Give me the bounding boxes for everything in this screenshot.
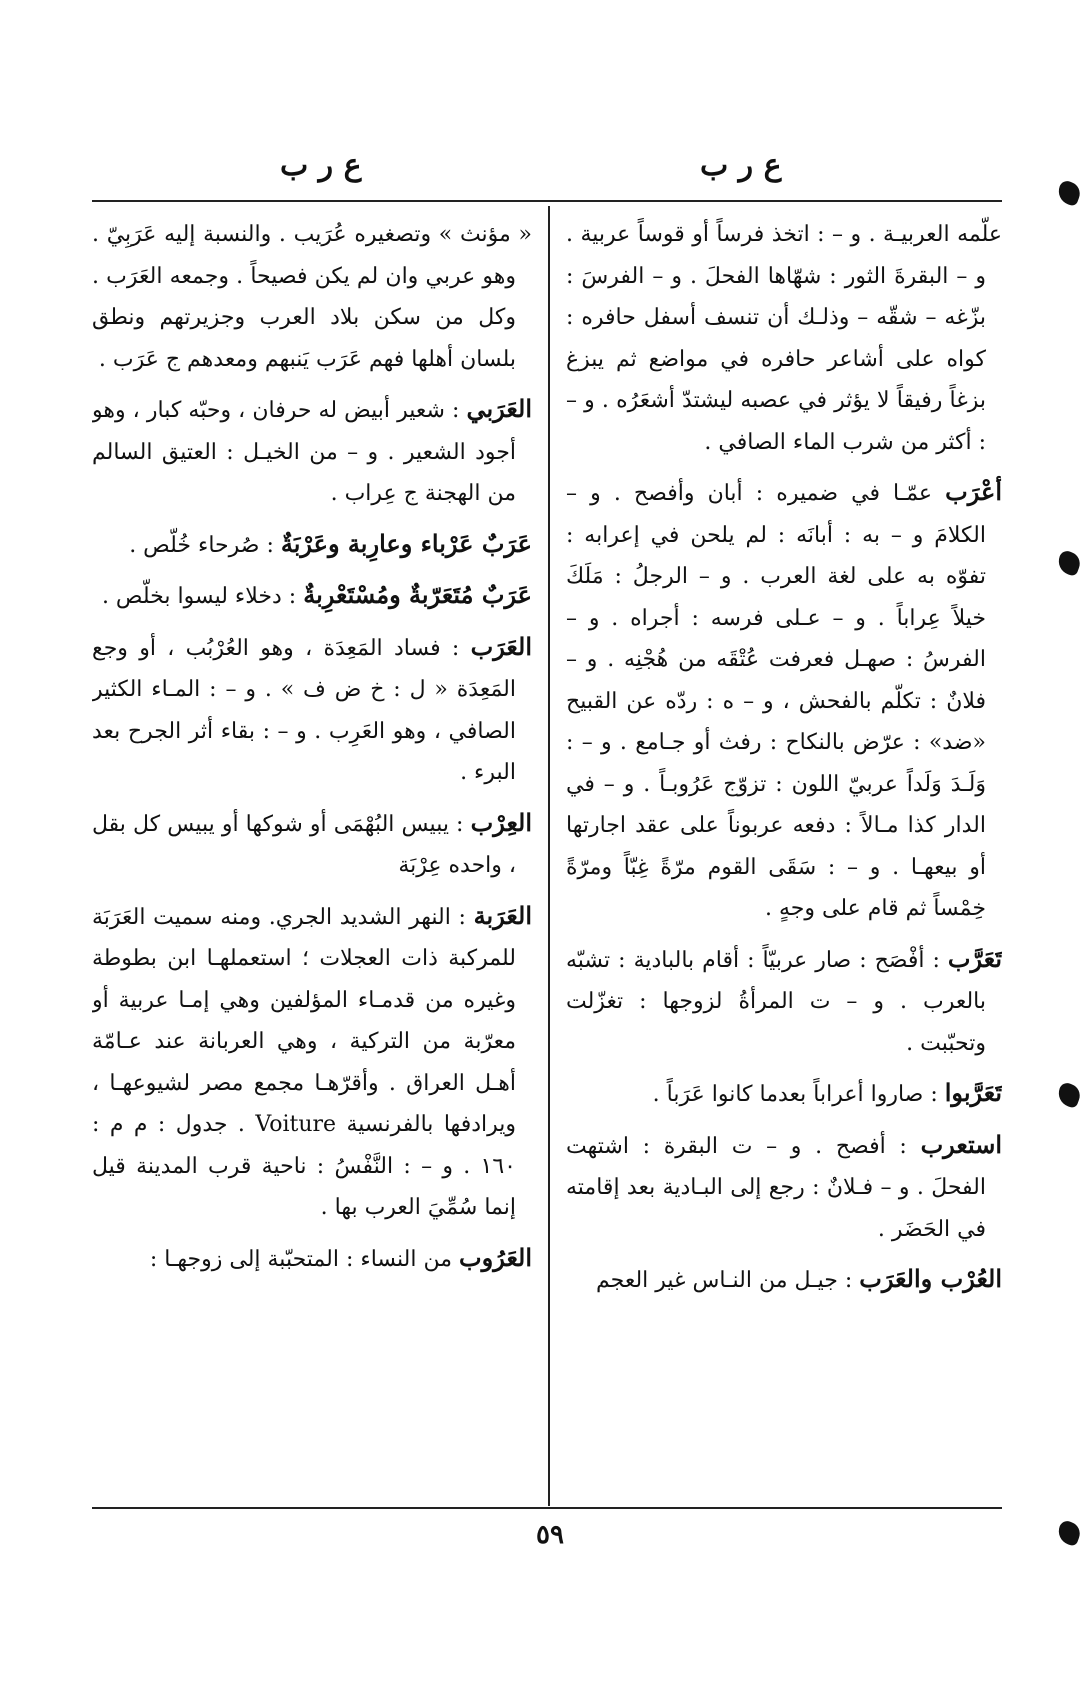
entry-definition: : أفصح . و – ت البقرة : اشتهت الفحلَ . و – فـلانٌ : رجع إلى البـادية بعد إقامته في الحَضَر . [566, 1133, 986, 1242]
running-head-right: ع ر ب [700, 148, 782, 183]
entry-definition: : صاروا أعراباً بعدما كانوا عَرَباً . [652, 1082, 938, 1107]
dictionary-entry [92, 626, 532, 794]
entry-definition: : جيـل من النـاس غير العجم [596, 1268, 853, 1293]
dictionary-entry [92, 388, 532, 515]
top-rule [92, 200, 1002, 202]
entry-definition: : فساد المَعِدَة ، وهو العُرْبُب ، أو وجع المَعِدَة « ل : خ ض ف » . و – : المـاء الكثير الصافي ، وهو العَرِب . و – : بقاء أثر الجرح بعد البرء . [92, 635, 516, 785]
entry-definition: علّمه العربيـة . و – : اتخذ فرساً أو قوساً عربية . و – البقرةَ الثور : شهّاها الفحلَ . و – الفرسَ : بزّغه – شقّه – وذلـك أن تنسف أسفل حافره : كواه على أشاعر حافره في مواضع ثم يبزغ بزغاً رفيقاً لا يؤثر في عصبه ليشتدّ أشعَرُه . و – : أكثر من شرب الماء الصافي . [566, 222, 1002, 455]
running-head-left: ع ر ب [280, 148, 362, 183]
right-column [566, 214, 1002, 1499]
dictionary-entry [566, 1124, 1002, 1251]
entry-headword: عَرَبٌ مُتَعَرّبةٌ ومُسْتَعْرِبةٌ [303, 580, 532, 609]
entry-headword: تَعَرَّبوا [944, 1078, 1002, 1107]
dictionary-entry [566, 471, 1002, 930]
entry-headword: العِرْب [470, 807, 532, 837]
dictionary-entry [92, 523, 532, 567]
margin-ink-mark [1055, 1081, 1083, 1109]
entry-definition: : أفْصَح : صار عربيّاً : أقام بالبادية : تشبّه بالعرب . و – ت المرأةُ لزوجها : تغزّلت وتحبّبت . [566, 947, 986, 1056]
dictionary-entry [566, 214, 1002, 463]
entry-headword: العَرَبة [473, 900, 532, 930]
entry-headword: العَرَب [470, 631, 532, 661]
dictionary-entry [92, 895, 532, 1229]
dictionary-entry [92, 802, 532, 887]
margin-ink-mark [1055, 549, 1083, 577]
dictionary-entry [566, 938, 1002, 1065]
entry-headword: استعرب [920, 1129, 1002, 1159]
left-column [92, 214, 532, 1499]
entry-definition: : صُرحاء خُلّص . [129, 532, 274, 558]
entry-headword: عَرَبٌ عَرْباء وعارِبة وعَرْبَةٌ [280, 528, 532, 558]
dictionary-entry [566, 1072, 1002, 1116]
entry-headword: العُرْب والعَرَب [859, 1264, 1002, 1293]
entry-definition: : يبيس البُهْمَى أو شوكها أو يبيس كل بقل ، واحده عِرْبَة [92, 811, 516, 878]
entry-headword: تَعَرَّب [947, 943, 1002, 973]
entry-headword: العَرُوب [459, 1242, 532, 1272]
entry-headword: العَرَبي [466, 394, 532, 423]
page-number: ٥٩ [536, 1520, 564, 1550]
entry-headword: أعْرَب [945, 477, 1002, 506]
bottom-rule [92, 1507, 1002, 1509]
dictionary-entry [566, 1258, 1002, 1302]
dictionary-entry [92, 214, 532, 380]
entry-definition: : النهر الشديد الجري. ومنه سميت العَرَبَة للمركبة ذات العجلات ؛ استعملهـا ابن بطوطة وغيره من قدمـاء المؤلفين وهي إمـا عربية أو معرّبة من التركية ، وهي العربانة عند عـامّة أهـل العراق . وأقرّهـا مجمع مصر لشيوعهـا ، ويرادفها بالفرنسية Voiture . جدول : م م : ١٦٠ . و – : النَّفْسُ : ناحية قرب المدينة قيل إنما سُمِّيَ العرب بها . [92, 904, 516, 1220]
entry-definition: عمّـا في ضميره : أبان وأفصح . و – الكلامَ و – به : أبانَه : لم يلحن في إعرابه : تفوّه به على لغة العرب . و – الرجلُ : مَلَكَ خيلاً عِراباً . و – عـلى فرسه : أجراه . و – الفرسُ : صهـل فعرفت عُتْقَه من هُجْنِه . و – فلانٌ : تكلّم بالفحش ، و – ه : ردّه عن القبيح «ضد» : عرّض بالنكاح : رفث أو جـامع . و – : وَلَـدَ وَلَداً عربيّ اللون : تزوّج عَرُوبـاً . و – في الدار كذا مـالاً : دفعه عربوناً على عقد اجارتها أو بيعهـا . و – : سَقَى القوم مرّةً غِبّاً ومرّةً خِمْساً ثم قام على وجهٍ . [566, 481, 986, 921]
column-divider [548, 206, 550, 1506]
dictionary-entry [92, 1237, 532, 1281]
dictionary-entry [92, 574, 532, 618]
margin-ink-mark [1055, 1519, 1083, 1547]
entry-definition: : شعير أبيض له حرفان ، وحبّه كبار ، وهو أجود الشعير . و – من الخيـل : العتيق السالم من الهجنة ج عِراب . [92, 398, 516, 506]
entry-definition: من النساء : المتحبّبة إلى زوجهـا : [149, 1246, 453, 1272]
margin-ink-mark [1055, 179, 1083, 207]
entry-definition: : دخلاء ليسوا بخلّص . [101, 584, 297, 609]
entry-definition: « مؤنث » وتصغيره عُرَيب . والنسبة إليه عَرَبِيّ . وهو عربي وان لم يكن فصيحاً . وجمعه العَرَب . وكل من سكن بلاد العرب وجزيرتهم ونطق بلسان أهلها فهم عَرَب يَنبهم ومعدهم ج عَرَب . [92, 222, 532, 372]
